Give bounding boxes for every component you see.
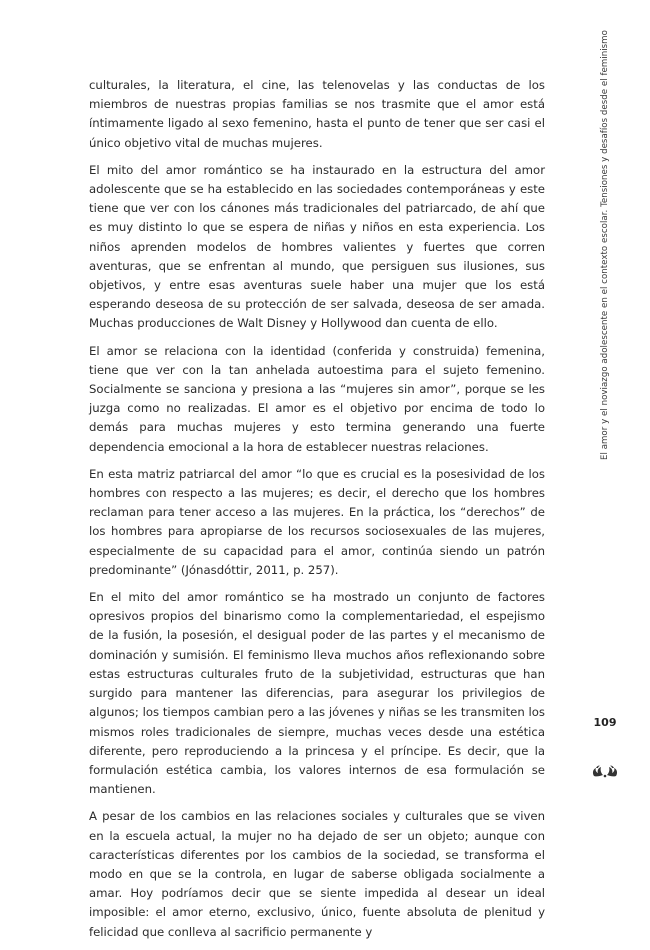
fleuron-ornament-icon [590,763,620,779]
paragraph: culturales, la literatura, el cine, las telenovelas y las conductas de los miembros de nuestras propias familias se nos trasmite que el amor está íntimamente ligado al sexo femenino, hasta el punto de tener que ser casi el único objetivo vital de muchas mujeres. [89,78,545,150]
paragraph: En el mito del amor romántico se ha mostrado un conjunto de factores opresivos propios del binarismo como la complementariedad, el espejismo de la fusión, la posesión, el desigual poder de las partes y el mecanismo de dominación y sumisión. El feminismo lleva muchos años reflexionando sobre estas estructuras culturales fruto de la subjetividad, estructuras que han surgido para mantener las diferencias, para asegurar los privilegios de algunos; los tiempos cambian pero a las jóvenes y niñas se les transmiten los mismos roles tradicionales de siempre, muchas veces desde una estética diferente, pero reproduciendo a la princesa y el príncipe. Es decir, que la formulación estética cambia, los valores internos de esa formulación se mantienen. [89,590,545,797]
paragraph: A pesar de los cambios en las relaciones sociales y culturales que se viven en la escuela actual, la mujer no ha dejado de ser un objeto; aunque con características diferentes por los cambios de la sociedad, se transforma el modo en que se la controla, en lugar de saberse obligada socialmente a amar. Hoy podríamos decir que se siente impedida al desear un ideal imposible: el amor eterno, exclusivo, único, fuente absoluta de plenitud y felicidad que conlleva al sacrificio permanente y [89,809,545,939]
paragraph: En esta matriz patriarcal del amor “lo que es crucial es la posesividad de los hombres con respecto a las mujeres; es decir, el derecho que los hombres reclaman para tener acceso a las mujeres. En la práctica, los “derechos” de los hombres para apropiarse de los recursos sociosexuales de las mujeres, especialmente de su capacidad para el amor, continúa siendo un patrón predominante” (Jónasdóttir, 2011, p. 257). [89,466,545,577]
paragraph: El amor se relaciona con la identidad (conferida y construida) femenina, tiene que ver con la tan anhelada autoestima para el sujeto femenino. Socialmente se sanciona y presiona a las “mujeres sin amor”, porque se les juzga como no realizadas. El amor es el objetivo por encima de todo lo demás para muchas mujeres y esto termina generando una fuerte dependencia emocional a la hora de establecer nuestras relaciones. [89,343,545,454]
page-number: 109 [593,716,617,729]
paragraph: El mito del amor romántico se ha instaurado en la estructura del amor adolescente que se ha establecido en las sociedades contemporáneas y este tiene que ver con los cánones más tradicionales del patriarcado, de ahí que es muy distinto lo que se espera de niñas y niños en esta experiencia. Los niños aprenden modelos de hombres valientes y fuertes que corren aventuras, que se enfrentan al mundo, que persiguen sus ilusiones, sus objetivos, y entre esas aventuras suele haber una mujer que los está esperando deseosa de su protección de ser salvada, deseosa de ser amada. Muchas producciones de Walt Disney y Hollywood dan cuenta de ello. [89,162,545,331]
running-header: El amor y el noviazgo adolescente en el contexto escolar. Tensiones y desafíos desde el feminismo [600,30,610,460]
body-text [89,76,545,950]
